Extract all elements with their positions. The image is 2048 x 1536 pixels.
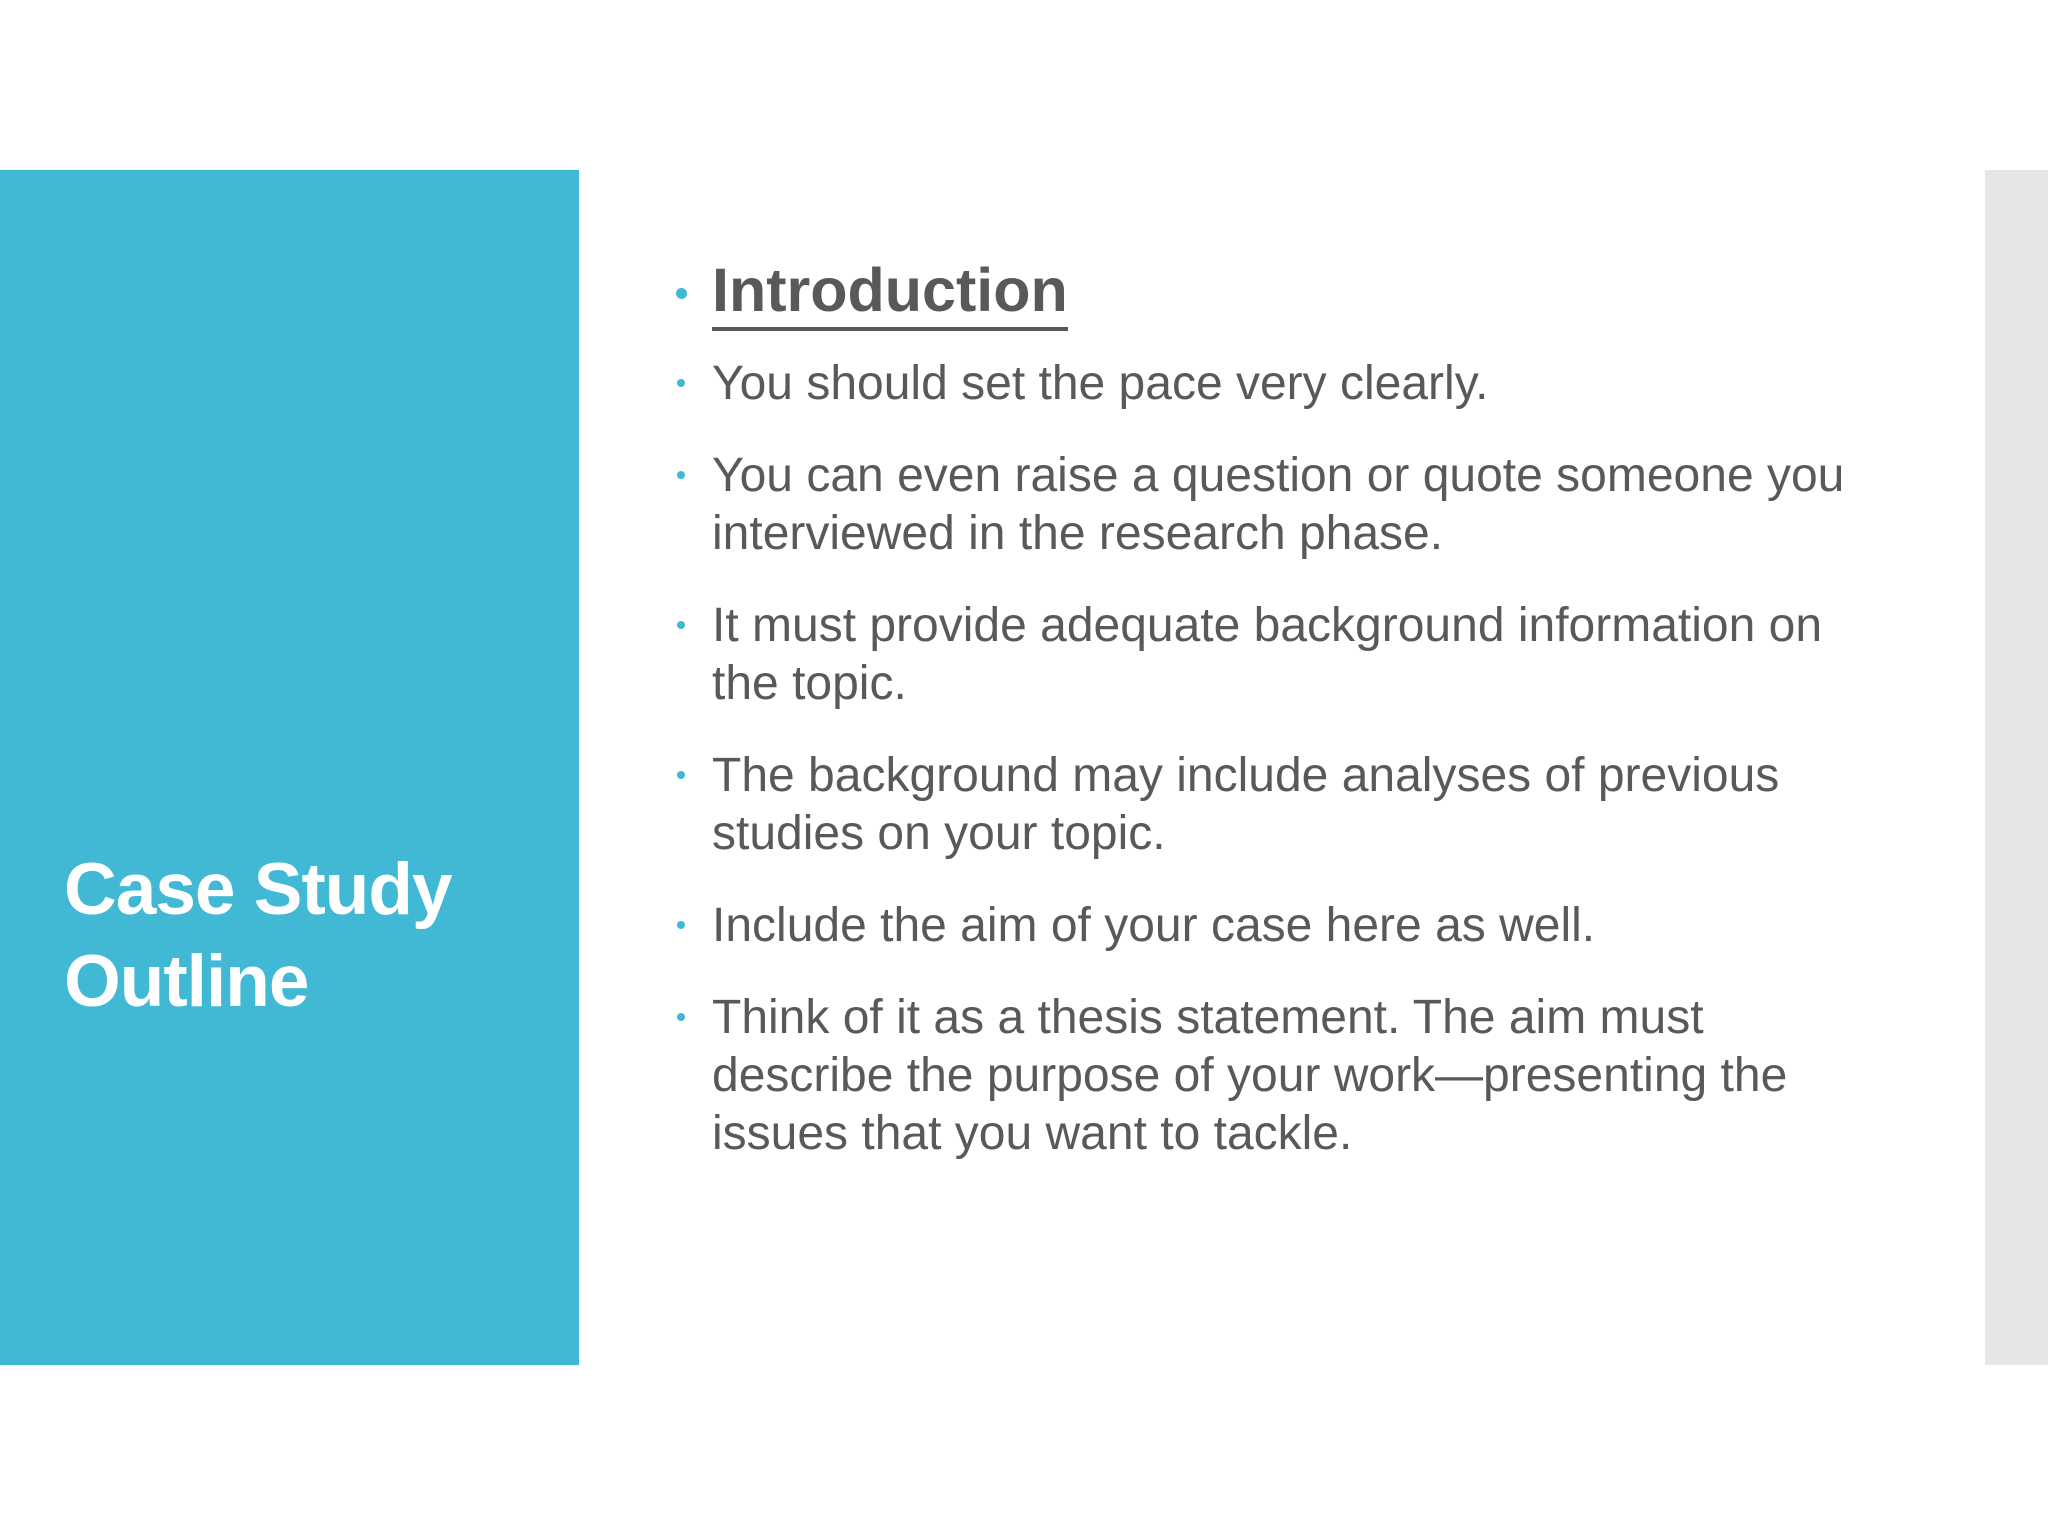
bullet-text: It must provide adequate background information on the topic. (712, 599, 1823, 710)
bullet-item (670, 747, 1890, 863)
content-area (670, 255, 1890, 1197)
slide-title-line-1: Case Study (64, 849, 452, 930)
slide-title (64, 844, 564, 1028)
bullet-text: The background may include analyses of previous studies on your topic. (712, 749, 1780, 860)
bullet-item (670, 897, 1890, 955)
bullet-icon (677, 471, 685, 479)
slide-title-line-2: Outline (64, 941, 309, 1022)
bullet-icon (677, 621, 685, 629)
bullet-text: Think of it as a thesis statement. The aim must describe the purpose of your work—presenting the issues that you want to tackle. (712, 991, 1788, 1160)
bullet-text: You should set the pace very clearly. (712, 357, 1489, 410)
right-decorative-bar (1985, 170, 2048, 1365)
bullet-text: You can even raise a question or quote someone you interviewed in the research phase. (712, 449, 1845, 560)
bullet-icon (676, 288, 687, 299)
bullet-icon (677, 379, 685, 387)
bullet-item (670, 597, 1890, 713)
bullet-item (670, 989, 1890, 1163)
bullet-text: Include the aim of your case here as well. (712, 899, 1596, 952)
bullet-icon (677, 921, 685, 929)
bullet-icon (677, 771, 685, 779)
bullet-list (670, 355, 1890, 1163)
section-heading-row (670, 255, 1890, 335)
bullet-icon (677, 1013, 685, 1021)
title-panel (0, 170, 579, 1365)
bullet-item (670, 355, 1890, 413)
bullet-item (670, 447, 1890, 563)
section-heading: Introduction (712, 255, 1068, 331)
